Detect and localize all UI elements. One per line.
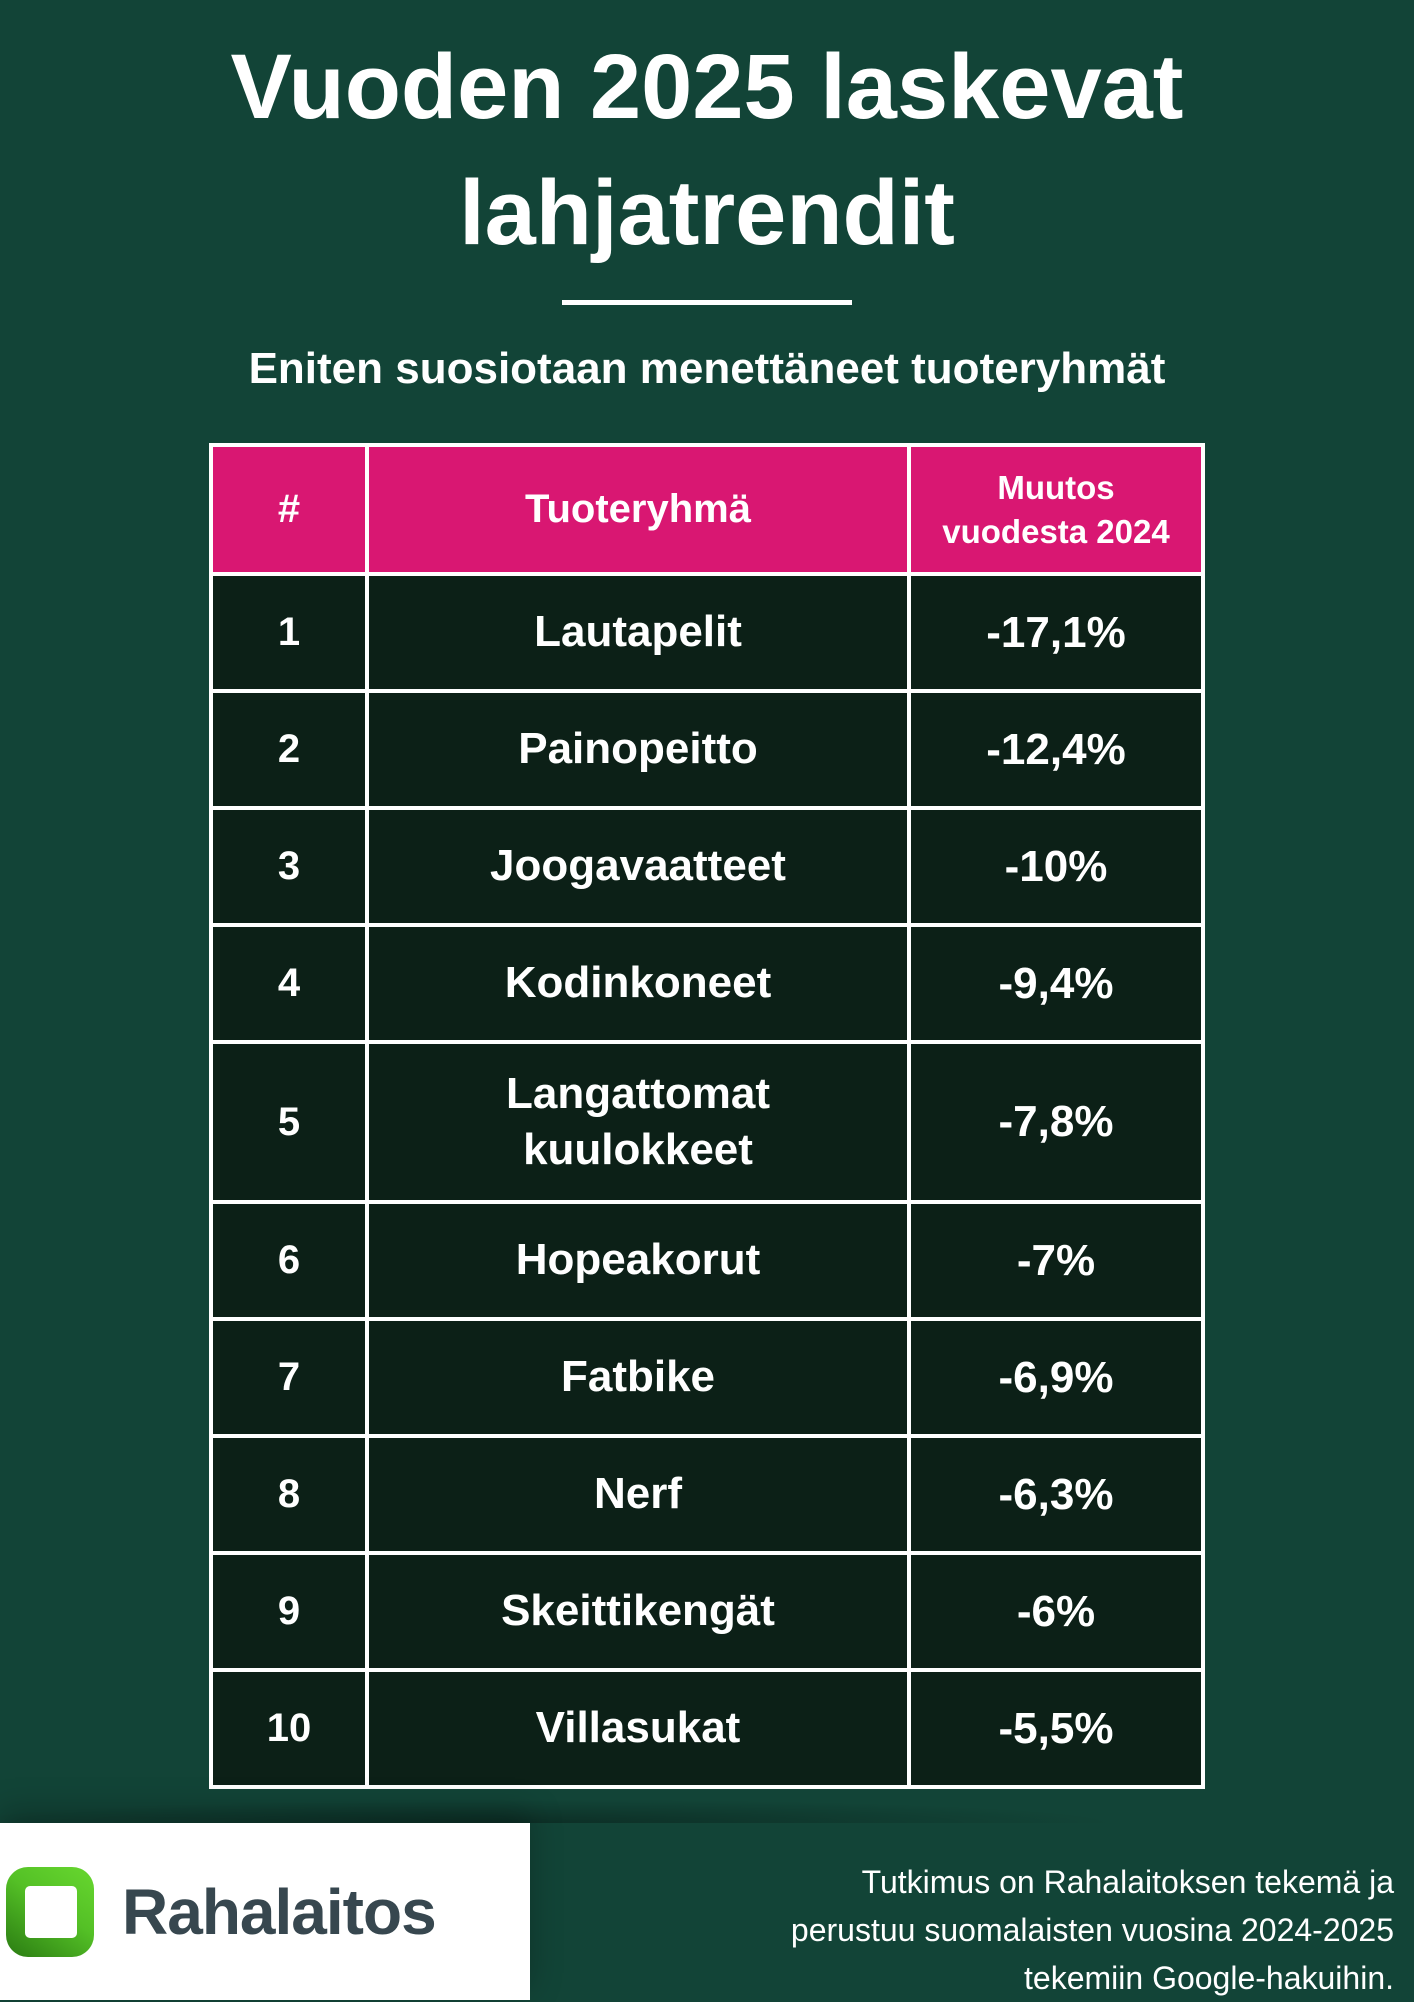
row-6-category bbox=[369, 1204, 907, 1317]
footer-note-line3: tekemiin Google-hakuihin. bbox=[1024, 1960, 1394, 1996]
row-8-category bbox=[369, 1438, 907, 1551]
row-1-rank: 1 bbox=[213, 576, 365, 689]
row-2-category-text: Painopeitto bbox=[518, 724, 758, 774]
row-8-category-text: Nerf bbox=[593, 1469, 683, 1519]
row-1-category-text: Lautapelit bbox=[534, 607, 742, 657]
footer-shadow bbox=[0, 1791, 1414, 1823]
page-title bbox=[0, 24, 1414, 276]
row-1-category bbox=[369, 576, 907, 689]
footer-note bbox=[791, 1858, 1394, 2002]
logo-box bbox=[0, 1823, 530, 2000]
row-4-change: -9,4% bbox=[911, 927, 1201, 1040]
row-3-change: -10% bbox=[911, 810, 1201, 923]
row-7-change: -6,9% bbox=[911, 1321, 1201, 1434]
row-7-category bbox=[369, 1321, 907, 1434]
row-10-category bbox=[369, 1672, 907, 1785]
row-3-category-text: Joogavaatteet bbox=[490, 841, 786, 891]
row-4-category bbox=[369, 927, 907, 1040]
row-10-rank: 10 bbox=[213, 1672, 365, 1785]
table-header-change-line1: Muutos bbox=[997, 468, 1115, 506]
row-1-change: -17,1% bbox=[911, 576, 1201, 689]
page-title-line1: Vuoden 2025 laskevat bbox=[230, 36, 1184, 138]
row-5-change: -7,8% bbox=[911, 1044, 1201, 1200]
row-5-rank: 5 bbox=[213, 1044, 365, 1200]
row-5-category-text: Langattomat kuulokkeet bbox=[506, 1068, 770, 1174]
row-6-change: -7% bbox=[911, 1204, 1201, 1317]
row-2-category bbox=[369, 693, 907, 806]
row-3-category bbox=[369, 810, 907, 923]
table-header-change-line2: vuodesta 2024 bbox=[942, 512, 1170, 550]
row-6-rank: 6 bbox=[213, 1204, 365, 1317]
row-8-change: -6,3% bbox=[911, 1438, 1201, 1551]
rahalaitos-logo-text: Rahalaitos bbox=[122, 1875, 436, 1948]
row-3-rank: 3 bbox=[213, 810, 365, 923]
row-8-rank: 8 bbox=[213, 1438, 365, 1551]
footer-note-line1: Tutkimus on Rahalaitoksen tekemä ja bbox=[861, 1864, 1394, 1900]
footer-note-line2: perustuu suomalaisten vuosina 2024-2025 bbox=[790, 1912, 1394, 1948]
rahalaitos-logo-icon bbox=[6, 1867, 94, 1957]
row-9-category bbox=[369, 1555, 907, 1668]
row-7-category-text: Fatbike bbox=[560, 1352, 716, 1402]
table-header-change bbox=[911, 447, 1201, 572]
row-7-rank: 7 bbox=[213, 1321, 365, 1434]
row-10-category-text: Villasukat bbox=[535, 1703, 741, 1753]
row-9-rank: 9 bbox=[213, 1555, 365, 1668]
row-9-category-text: Skeittikengät bbox=[501, 1586, 775, 1636]
row-10-change: -5,5% bbox=[911, 1672, 1201, 1785]
row-2-change: -12,4% bbox=[911, 693, 1201, 806]
trends-table bbox=[209, 443, 1205, 1789]
table-header-rank: # bbox=[213, 447, 365, 572]
row-4-rank: 4 bbox=[213, 927, 365, 1040]
page-subtitle: Eniten suosiotaan menettäneet tuoteryhmät bbox=[248, 344, 1166, 393]
table-header-category: Tuoteryhmä bbox=[369, 447, 907, 572]
row-4-category-text: Kodinkoneet bbox=[504, 958, 772, 1008]
page-title-line2: lahjatrendit bbox=[459, 162, 955, 264]
row-2-rank: 2 bbox=[213, 693, 365, 806]
title-divider bbox=[562, 300, 852, 305]
row-5-category bbox=[369, 1044, 907, 1200]
row-6-category-text: Hopeakorut bbox=[515, 1235, 761, 1285]
row-9-change: -6% bbox=[911, 1555, 1201, 1668]
